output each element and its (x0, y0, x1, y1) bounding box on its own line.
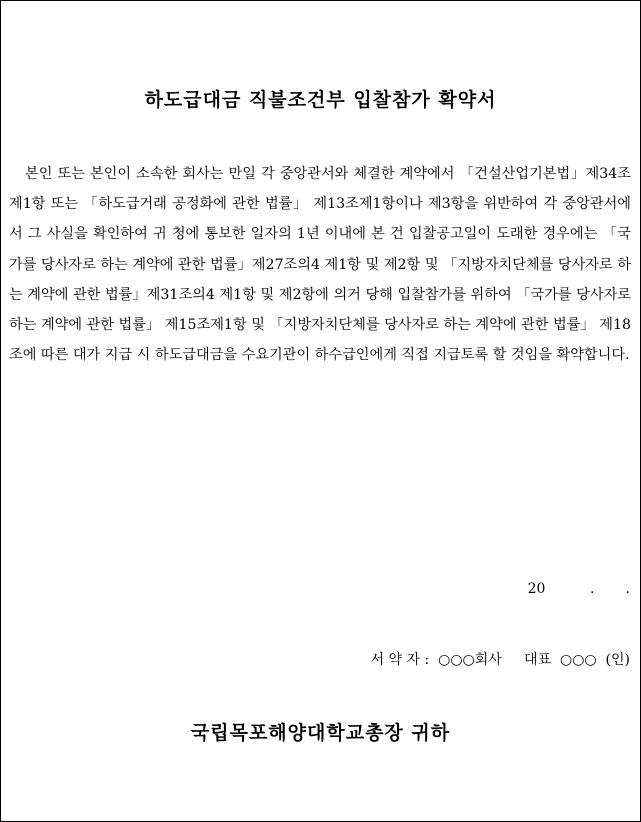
pledge-body: 본인 또는 본인이 소속한 회사는 만일 각 중앙관서와 체결한 계약에서 「건설산업기본법」제34조제1항 또는 「하도급거래 공정화에 관한 법률」 제13조제1항이나 제3항을 위반하여 각 중앙관서에서 그 사실을 확인하여 귀 청에 통보한 일자의 1년 이내에 본 건 입찰공고일이 도래한 경우에는 「국가를 당사자로 하는 계약에 관한 법률」제27조의4 제1항 및 제2항 및 「지방자치단체를 당사자로 하는 계약에 관한 법률」제31조의4 제1항 및 제2항에 의거 당해 입찰참가를 위하여 「국가를 당사자로 하는 계약에 관한 법률」 제15조제1항 및 「지방자치단체를 당사자로 하는 계약에 관한 법률」 제18조에 따른 대가 지급 시 하도급대금을 수요기관이 하수급인에게 직접 지급토록 할 것임을 확약합니다. (9, 166, 631, 364)
document-title: 하도급대금 직불조건부 입찰참가 확약서 (144, 89, 497, 111)
addressee: 국립목포해양대학교총장 귀하 (190, 722, 451, 744)
date-line: 20 . . (527, 581, 630, 597)
signer-line: 서 약 자 : ○○○회사 대표 ○○○ (인) (370, 652, 630, 668)
